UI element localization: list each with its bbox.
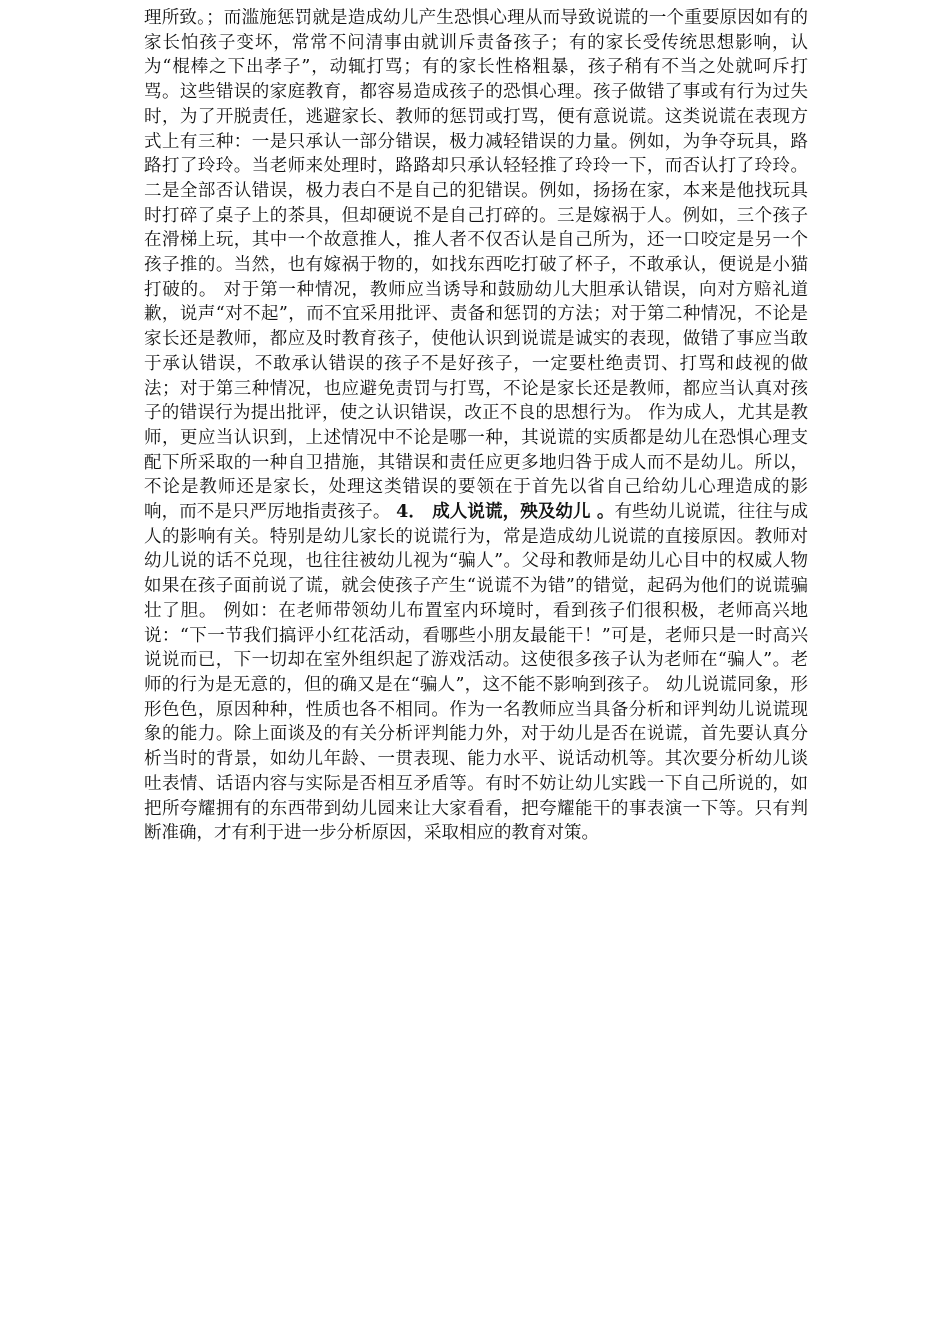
body-text [144,6,808,846]
paragraph-text-part2: 有些幼儿说谎，往往与成人的影响有关。特别是幼儿家长的说谎行为，常是造成幼儿说谎的直接原因。教师对幼儿说的话不兑现，也往往被幼儿视为“骗人”。父母和教师是幼儿心目中的权威人物如果在孩子面前说了谎，就会使孩子产生“说谎不为错”的错觉，起码为他们的说谎骗壮了胆。 例如：在老师带领幼儿布置室内环境时，看到孩子们很积极，老师高兴地说：“下一节我们搞评小红花活动，看哪些小朋友最能干！”可是，老师只是一时高兴说说而已，下一切却在室外组织起了游戏活动。这使很多孩子认为老师在“骗人”。老师的行为是无意的，但的确又是在“骗人”，这不能不影响到孩子。 幼儿说谎同象，形形色色，原因种种，性质也各不相同。作为一名教师应当具备分析和评判幼儿说谎现象的能力。除上面谈及的有关分析评判能力外，对于幼儿是否在说谎，首先要认真分析当时的背景，如幼儿年龄、一贯表现、能力水平、说话动机等。其次要分析幼儿谈吐表情、话语内容与实际是否相互矛盾等。有时不妨让幼儿实践一下自己所说的，如把所夸耀拥有的东西带到幼儿园来让大家看看，把夸耀能干的事表演一下等。只有判断准确，才有利于进一步分析原因，采取相应的教育对策。 [144,502,808,844]
paragraph [144,6,808,846]
section-heading: 4． 成人说谎，殃及幼儿 。 [396,502,615,523]
paragraph-text-part1: 理所致。；而滥施惩罚就是造成幼儿产生恐惧心理从而导致说谎的一个重要原因如有的家长怕孩子变坏，常常不问清事由就训斥责备孩子；有的家长受传统思想影响，认为“棍棒之下出孝子”，动辄打骂；有的家长性格粗暴，孩子稍有不当之处就呵斥打骂。这些错误的家庭教育，都容易造成孩子的恐惧心理。孩子做错了事或有行为过失时，为了开脱责任，逃避家长、教师的惩罚或打骂，便有意说谎。这类说谎在表现方式上有三种：一是只承认一部分错误，极力减轻错误的力量。例如，为争夺玩具，路路打了玲玲。当老师来处理时，路路却只承认轻轻推了玲玲一下，而否认打了玲玲。二是全部否认错误，极力表白不是自己的犯错误。例如，扬扬在家，本来是他找玩具时打碎了桌子上的茶具，但却硬说不是自己打碎的。三是嫁祸于人。例如，三个孩子在滑梯上玩，其中一个故意推人，推人者不仅否认是自己所为，还一口咬定是另一个孩子推的。当然，也有嫁祸于物的，如找东西吃打破了杯子，不敢承认，便说是小猫打破的。 对于第一种情况，教师应当诱导和鼓励幼儿大胆承认错误，向对方赔礼道歉，说声“对不起”，而不宜采用批评、责备和惩罚的方法；对于第二种情况，不论是家长还是教师，都应及时教育孩子，使他认识到说谎是诚实的表现，做错了事应当敢于承认错误，不敢承认错误的孩子不是好孩子，一定要杜绝责罚、打骂和歧视的做法；对于第三种情况，也应避免责罚与打骂，不论是家长还是教师，都应当认真对孩子的错误行为提出批评，使之认识错误，改正不良的思想行为。 作为成人，尤其是教师，更应当认识到，上述情况中不论是哪一种，其说谎的实质都是幼儿在恐惧心理支配下所采取的一种自卫措施，其错误和责任应更多地归咎于成人而不是幼儿。所以，不论是教师还是家长，处理这类错误的要领在于首先以省自己给幼儿心理造成的影响，而不是只严厉地指责孩子。 [144,8,808,523]
